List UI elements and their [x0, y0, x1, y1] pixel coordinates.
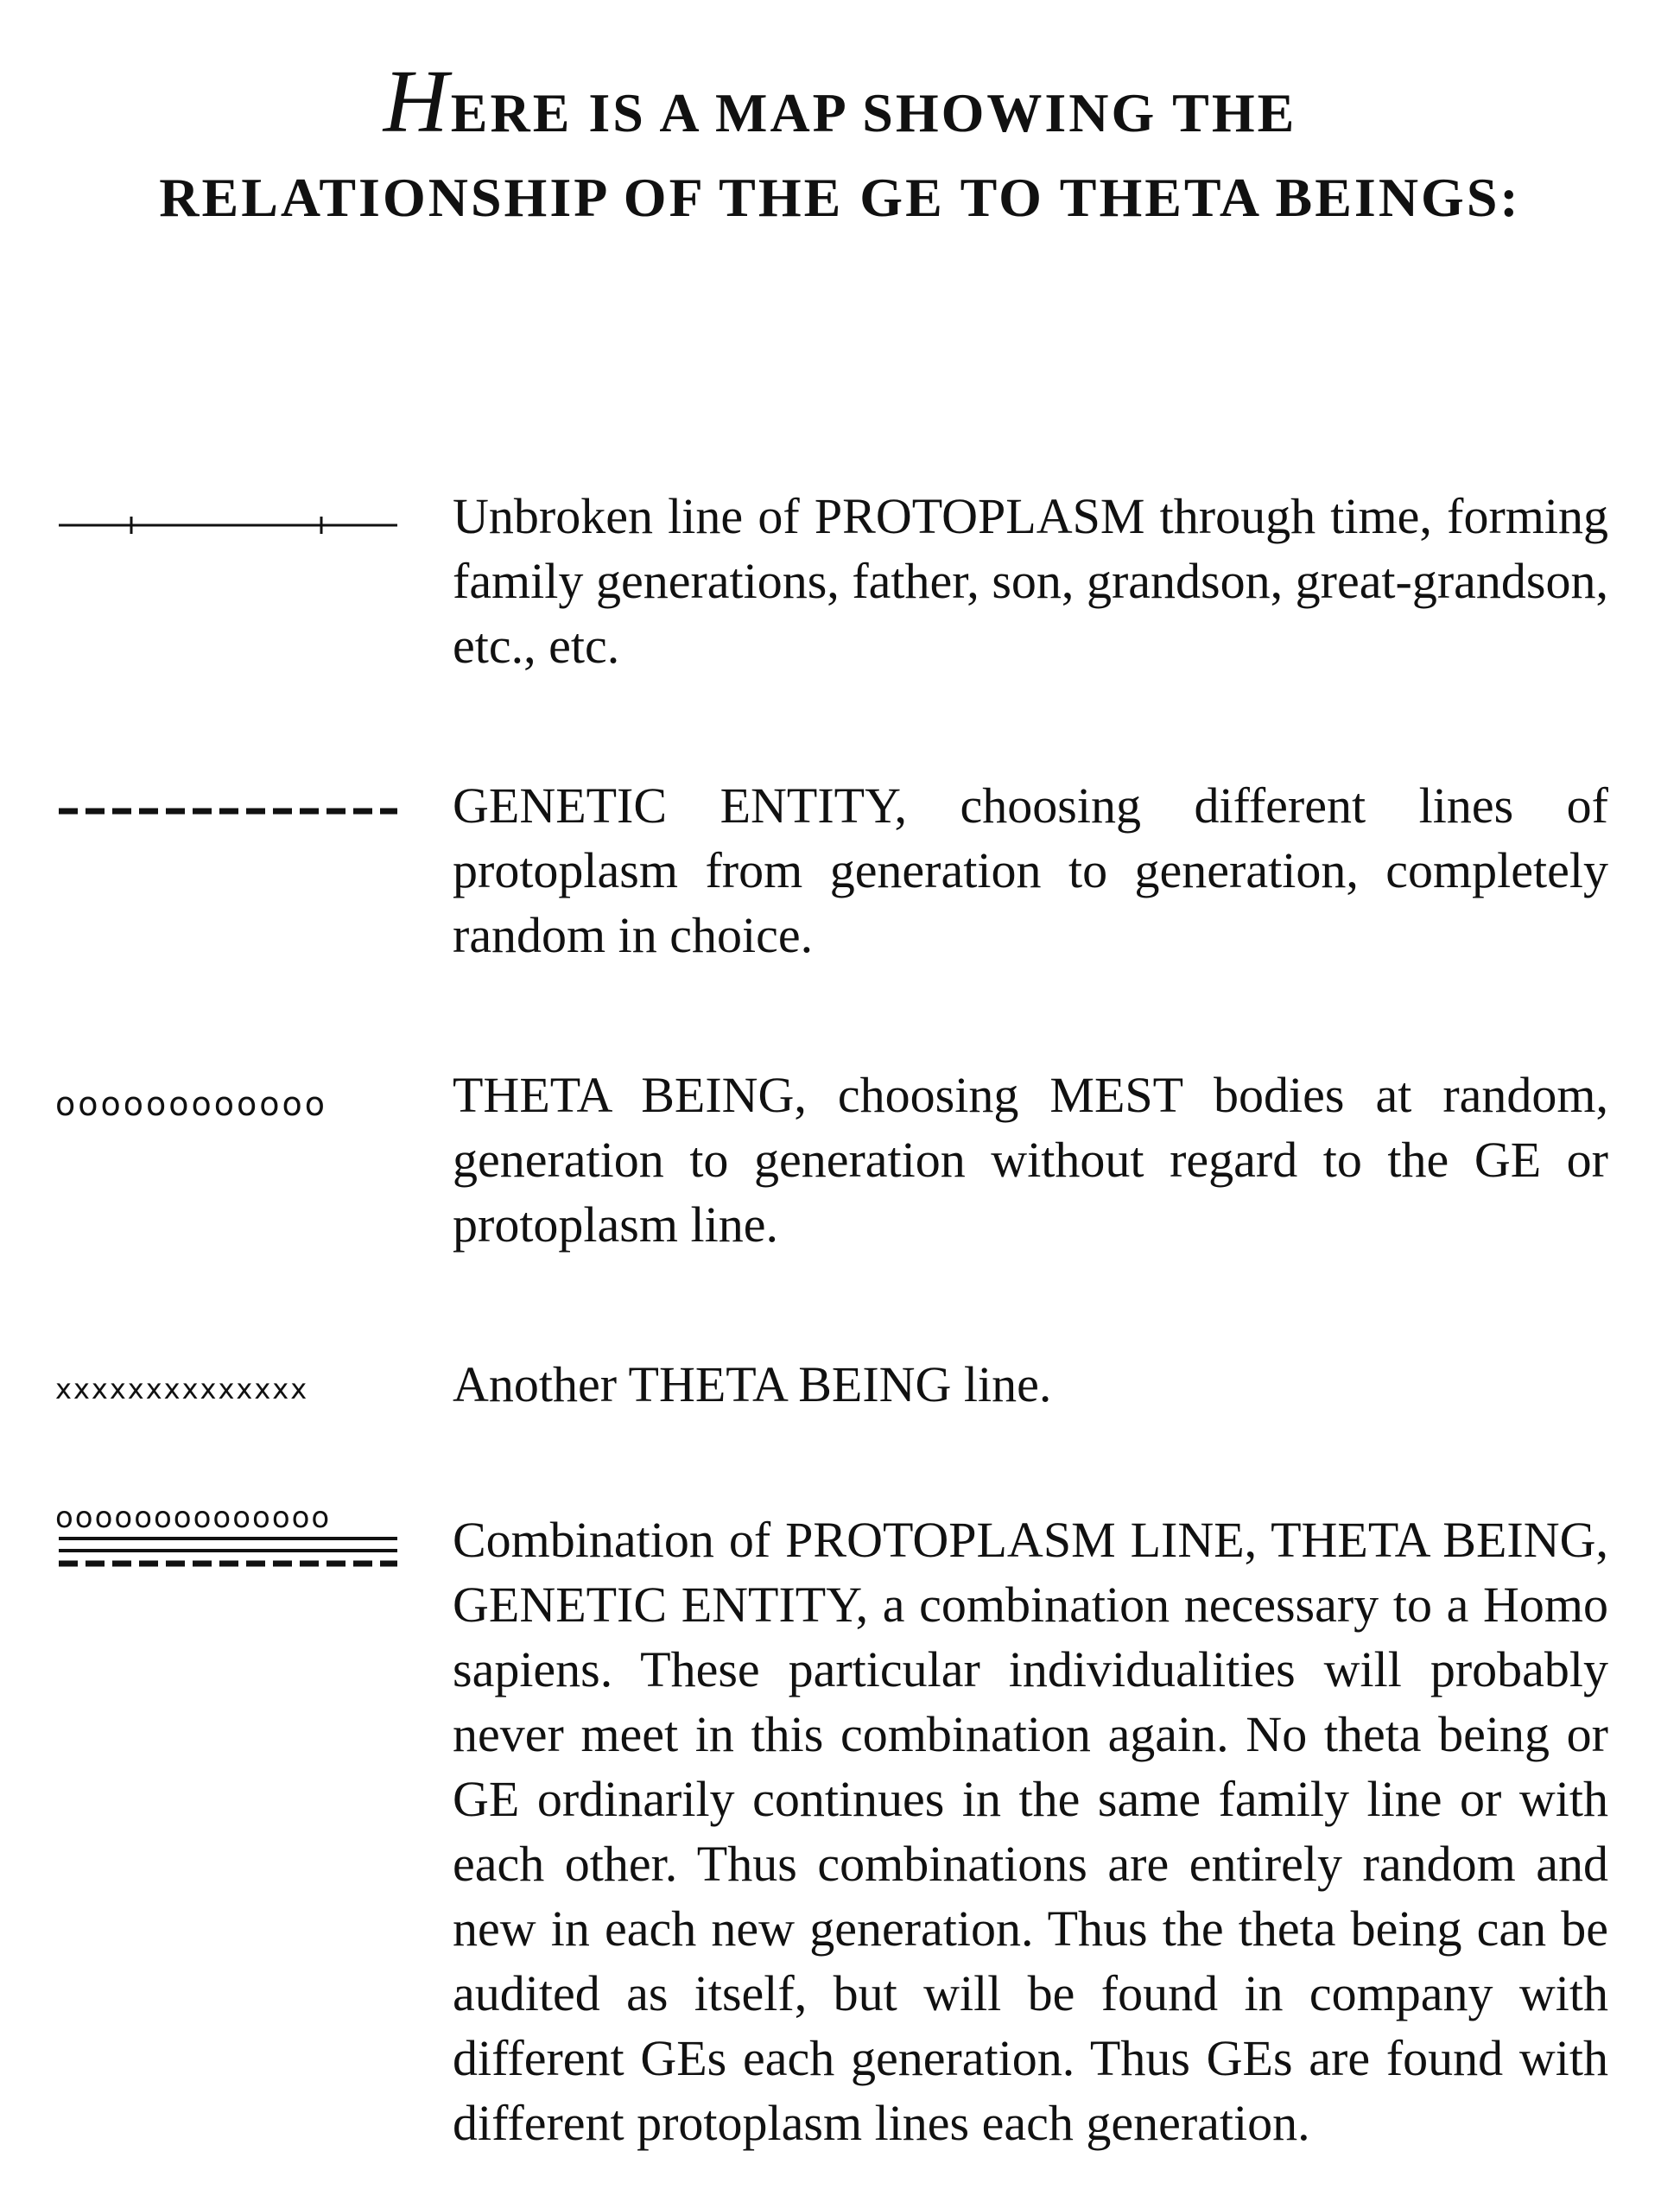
protoplasm-line-icon [55, 508, 401, 542]
title-line-1-text: ERE IS A MAP SHOWING THE [450, 82, 1297, 144]
cross-line-icon: xxxxxxxxxxxxxx [55, 1373, 309, 1405]
circle-line-icon: oooooooooooo [55, 1085, 327, 1123]
combination-symbol [55, 1502, 401, 1597]
title-initial-letter: H [383, 52, 451, 152]
genetic-entity-symbol [55, 794, 401, 863]
legend-description-theta-being: THETA BEING, choosing MEST bodies at random, generation to generation without regard to the GE or protoplasm line. [453, 1067, 1608, 1253]
legend-description-genetic-entity: GENETIC ENTITY, choosing different lines of protoplasm from generation to generation, completely random in choice. [453, 777, 1608, 963]
page-title [0, 52, 1680, 240]
protoplasm-line-symbol [55, 508, 401, 577]
legend-description-protoplasm: Unbroken line of PROTOPLASM through time, forming family generations, father, son, grandson, great-grandson, etc., etc. [453, 488, 1608, 674]
title-line-1 [0, 52, 1680, 155]
title-line-2: RELATIONSHIP OF THE GE TO THETA BEINGS: [159, 167, 1521, 229]
legend-description-combination: Combination of PROTOPLASM LINE, THETA BEING, GENETIC ENTITY, a combination necessary to a Homo sapiens. These particular individualities will probably never meet in this combination again. No theta being or GE ordinarily continues in the same family line or with each other. Thus combinations are entirely random and new in each new generation. Thus the theta being can be audited as itself, but will be found in company with different GEs each generation. Thus GEs are found with different protoplasm lines each generation. [453, 1512, 1608, 2151]
legend-description-another-theta-being: Another THETA BEING line. [453, 1356, 1052, 1412]
combination-lines-icon [55, 1533, 401, 1577]
dashed-line-icon [55, 794, 401, 828]
combination-circle-row-icon: oooooooooooooo [55, 1501, 332, 1535]
